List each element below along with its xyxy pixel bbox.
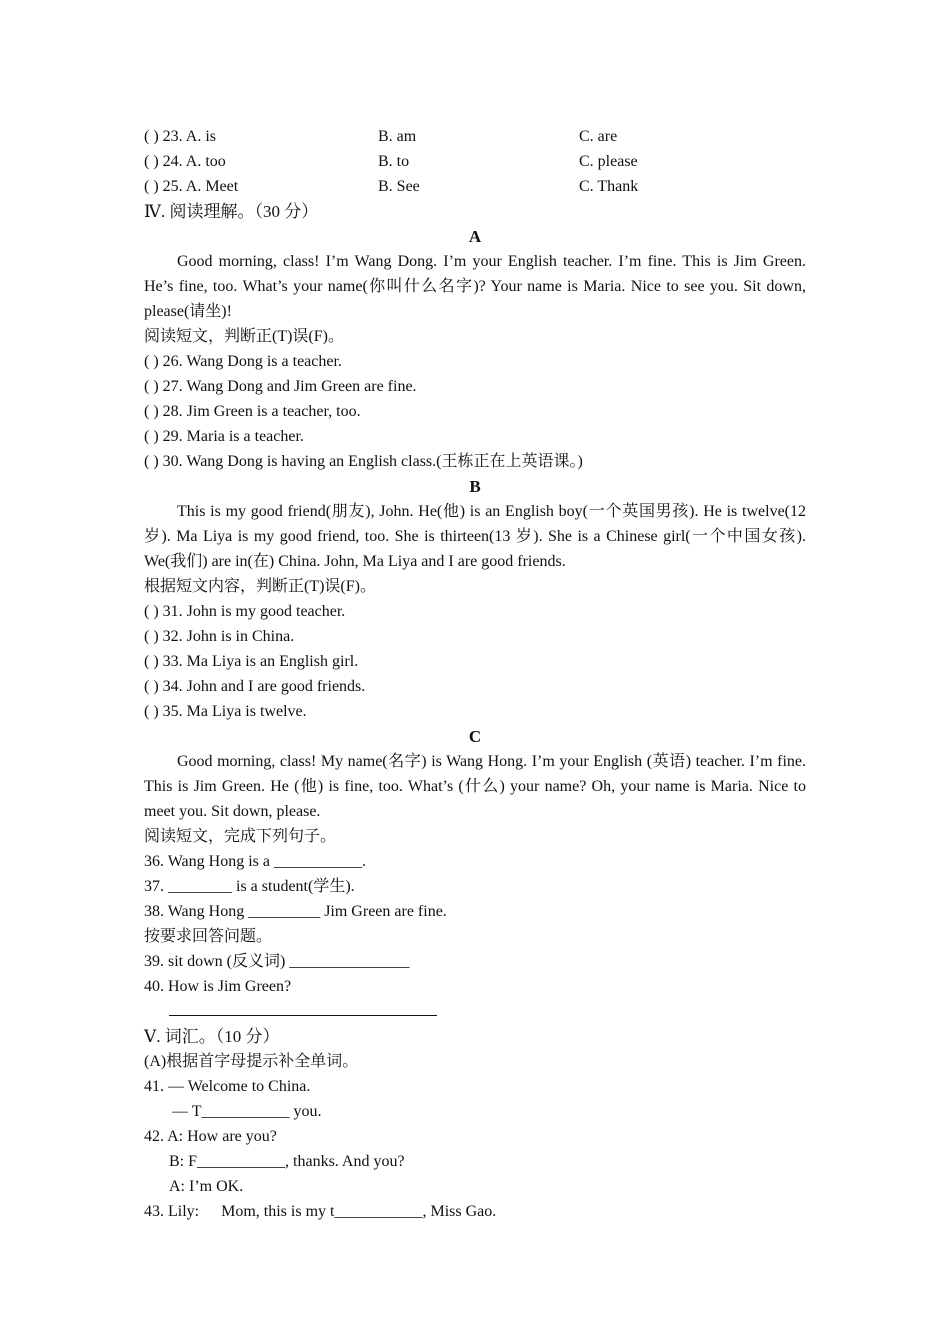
fill-item-37: 37. ________ is a student(学生). — [144, 878, 355, 895]
mc-row-24 — [144, 149, 806, 174]
tf-item-32: ( ) 32. John is in China. — [144, 628, 295, 645]
fill-item-39: 39. sit down (反义词) _______________ — [144, 953, 410, 970]
passage-a-instruction: 阅读短文，判断正(T)误(F)。 — [144, 328, 344, 345]
vocab-item-41-a: 41. — Welcome to China. — [144, 1078, 311, 1095]
mc-question: ( ) 23. A. is — [144, 128, 216, 145]
passage-c-instruction: 阅读短文，完成下列句子。 — [144, 828, 337, 845]
passage-a-text: Good morning, class! I’m Wang Dong. I’m your English teacher. I’m fine. This is Jim Green. He’s fine, too. What’s your name(你叫什么名字)? Your name is Maria. Nice to see you. Sit down, please(请坐)! — [144, 253, 806, 320]
mc-row-23 — [144, 124, 806, 149]
tf-item-33: ( ) 33. Ma Liya is an English girl. — [144, 653, 359, 670]
tf-item-34: ( ) 34. John and I are good friends. — [144, 678, 366, 695]
tf-item-31: ( ) 31. John is my good teacher. — [144, 603, 346, 620]
tf-item-27: ( ) 27. Wang Dong and Jim Green are fine. — [144, 378, 417, 395]
tf-item-29: ( ) 29. Maria is a teacher. — [144, 428, 304, 445]
passage-c-text: Good morning, class! My name(名字) is Wang Hong. I’m your English (英语) teacher. I’m fine. This is Jim Green. He (他) is fine, too. What’s (什么) your name? Oh, your name is Maria. Nice to meet you. Sit down, please. — [144, 753, 806, 820]
mc-option-c: C. Thank — [579, 178, 639, 195]
passage-b-label: B — [469, 477, 481, 496]
fill-item-36: 36. Wang Hong is a ___________. — [144, 853, 366, 870]
answer-line-40 — [144, 999, 806, 1024]
exam-page — [144, 124, 806, 1224]
mc-option-c: C. are — [579, 128, 618, 145]
vocab-item-42-b: B: F___________, thanks. And you? — [169, 1153, 405, 1170]
mc-row-25 — [144, 174, 806, 199]
vocab-item-43 — [144, 1199, 806, 1224]
answer-blank — [169, 999, 437, 1016]
mc-option-b: B. am — [378, 128, 417, 145]
tf-item-35: ( ) 35. Ma Liya is twelve. — [144, 703, 307, 720]
vocab-item-43-text: Mom, this is my t___________, Miss Gao. — [221, 1203, 497, 1220]
mc-question: ( ) 25. A. Meet — [144, 178, 239, 195]
section-5-part-a: (A)根据首字母提示补全单词。 — [144, 1053, 359, 1070]
passage-b-instruction: 根据短文内容，判断正(T)误(F)。 — [144, 578, 376, 595]
tf-item-30: ( ) 30. Wang Dong is having an English class.(王栋正在上英语课。) — [144, 453, 583, 470]
vocab-item-41-b: — T___________ you. — [172, 1103, 322, 1120]
passage-b-text: This is my good friend(朋友), John. He(他) is an English boy(一个英国男孩). He is twelve(12 岁). Ma Liya is my good friend, too. She is thirteen(13 岁). She is a Chinese girl(一个中国女孩). We(我们) are in(在) China. John, Ma Liya and I are good friends. — [144, 503, 806, 570]
fill-item-38: 38. Wang Hong _________ Jim Green are fine. — [144, 903, 447, 920]
question-40: 40. How is Jim Green? — [144, 978, 292, 995]
tf-item-28: ( ) 28. Jim Green is a teacher, too. — [144, 403, 361, 420]
passage-a-label: A — [468, 227, 482, 246]
section-5-title: Ⅴ. 词汇。（10 分） — [144, 1027, 280, 1046]
mc-option-b: B. to — [378, 153, 410, 170]
passage-c-instruction-2: 按要求回答问题。 — [144, 928, 273, 945]
passage-c-label: C — [468, 727, 482, 746]
tf-item-26: ( ) 26. Wang Dong is a teacher. — [144, 353, 342, 370]
vocab-item-42-a: 42. A: How are you? — [144, 1128, 277, 1145]
mc-question: ( ) 24. A. too — [144, 153, 226, 170]
mc-option-b: B. See — [378, 178, 420, 195]
vocab-item-43-speaker: 43. Lily: — [144, 1203, 200, 1220]
vocab-item-42-c: A: I’m OK. — [169, 1178, 244, 1195]
section-4-title: Ⅳ. 阅读理解。（30 分） — [144, 202, 319, 221]
mc-option-c: C. please — [579, 153, 638, 170]
